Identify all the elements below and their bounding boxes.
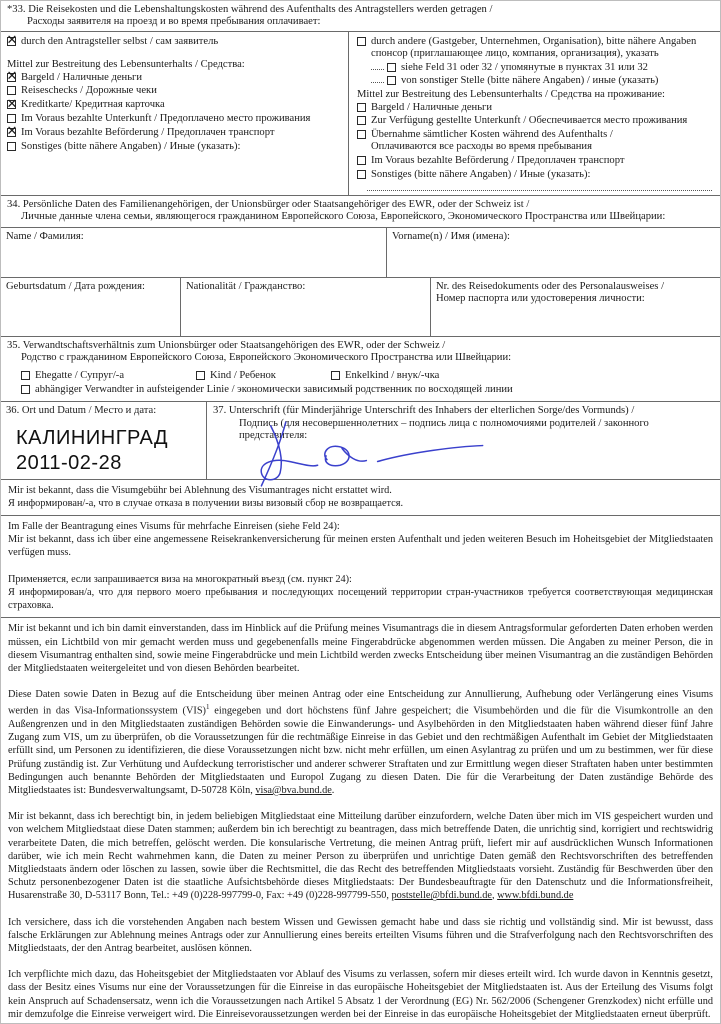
checkbox-spouse[interactable] — [21, 371, 30, 380]
declaration-fee-ru: Я информирован/-а, что в случае отказа в получении визы визовый сбор не возвращается. — [8, 497, 404, 509]
checkbox-mark: ✕ — [6, 96, 18, 112]
firstname-field[interactable] — [387, 228, 720, 277]
declaration-departure: Ich verpflichte mich dazu, das Hoheitsgebiet der Mitgliedstaaten vor Ablauf des Visums zu verlassen, sofern mir dieses erteilt wird. Ich wurde davon in Kenntnis gesetzt, dass der Besitz eines Visums nur eine der Voraussetzungen für die Einreise in das europäische Hoheitsgebiet der Mitgliedstaaten ist. Aus der Erteilung des Visums folgt kein Anspruch auf Schadensersatz, wenn ich die Voraussetzungen nach Artikel 5 Absatz 1 der Verordnung (EG) Nr. 562/2006 (Schengener Grenzkodex) nicht erfülle und mir demzufolge die Einreise verweigert wird. Die Einreisevoraussetzungen werden bei der Einreise in das europäische Hoheitsgebiet der Mitgliedstaaten erneut überprüft. — [8, 969, 713, 1020]
checkbox-mark: ✕ — [6, 69, 18, 85]
checkbox-row-other-right — [357, 169, 714, 181]
checkbox-row-grandchild — [331, 370, 439, 382]
checkbox-by-others[interactable] — [357, 37, 366, 46]
place-date-label: 36. Ort und Datum / Место и дата: — [6, 405, 157, 417]
section-34-family-member-data — [1, 196, 720, 338]
section-33-travel-costs — [1, 1, 720, 196]
checkbox-prepaid-transport-sponsor[interactable] — [357, 156, 366, 165]
name-field[interactable] — [1, 228, 387, 277]
declaration-data-rights — [8, 810, 713, 902]
checkbox-row-prepaid-transport — [6, 124, 344, 140]
checkbox-prepaid-transport[interactable] — [6, 124, 18, 140]
nationality-label: Nationalität / Гражданство: — [186, 281, 306, 293]
section-34-row-details — [1, 278, 720, 336]
section-33-left-column — [1, 32, 349, 195]
section-36-37-row — [1, 402, 720, 479]
checkbox-travellers-cheques[interactable] — [7, 86, 16, 95]
checkbox-label: abhängiger Verwandter in aufsteigender Linie / экономически зависимый родственник по восходящей линии — [35, 383, 513, 395]
by-others-label-de: durch andere (Gastgeber, Unternehmen, Organisation), bitte nähere Angaben — [371, 35, 697, 47]
checkbox-label: durch den Antragsteller selbst / сам заявитель — [21, 35, 219, 47]
checkbox-row-other-left — [7, 141, 344, 153]
signature-label-ru: Подпись (для несовершеннолетних – подпись лица с полномочиями родителей / законного представителя: — [239, 417, 649, 441]
section-33-title-ru: Расходы заявителя на проезд и во время пребывания оплачивает: — [27, 16, 321, 28]
insurance-body-ru: Я информирован/а, что для первого моего пребывания и последующих посещений территории стран-участников требуется соответствующая медицинская страховка. — [8, 586, 713, 612]
checkbox-mark: ✕ — [6, 124, 18, 140]
section-33-title-de: *33. Die Reisekosten und die Lebenshaltungskosten während des Aufenthalts des Antragstellers werden getragen / — [7, 4, 493, 15]
section-37-signature — [207, 402, 720, 478]
checkbox-row-self — [6, 33, 344, 49]
signature-strokes — [237, 420, 537, 488]
name-label: Name / Фамилия: — [6, 231, 84, 243]
all-expenses-label-ru: Оплачиваются все расходы во время пребывания — [371, 141, 592, 153]
checkbox-label — [371, 36, 696, 61]
section-34-row-name — [1, 228, 720, 278]
checkbox-label: Kind / Ребенок — [210, 369, 276, 381]
declaration-insurance-ru — [8, 573, 713, 613]
checkbox-row-see-field-31-32 — [357, 62, 714, 74]
checkbox-row-travellers-cheques — [7, 85, 344, 97]
checkbox-label: Reiseschecks / Дорожные чеки — [21, 85, 157, 97]
declaration-truthfulness: Ich versichere, dass ich die vorstehenden Angaben nach bestem Wissen und Gewissen gemacht habe und dass sie richtig und vollständig sind. Mir ist bewusst, dass falsche Erklärungen zur Ablehnung meines Antrags oder zur Annullierung eines bereits erteilten Visums führen und die Strafverfolgung nach den Rechtsvorschriften des Mitgliedstaats, der den Antrag bearbeitet, auslösen können. — [8, 916, 713, 954]
document-number-label-de: Nr. des Reisedokuments oder des Personalausweises / — [436, 281, 665, 293]
checkbox-cash[interactable] — [6, 69, 18, 85]
checkbox-cash-sponsor[interactable] — [357, 103, 366, 112]
checkbox-row-prepaid-transport-sponsor — [357, 155, 714, 167]
checkbox-label: Kreditkarte/ Кредитная карточка — [21, 99, 165, 111]
checkbox-row-by-others — [357, 36, 714, 61]
checkbox-label: Im Voraus bezahlte Beförderung / Предоплачен транспорт — [371, 155, 625, 167]
checkbox-other-right[interactable] — [357, 170, 366, 179]
declaration-vis — [8, 688, 713, 797]
section-34-title — [1, 196, 720, 229]
section-33-columns — [1, 32, 720, 195]
bfdi-website-link[interactable]: www.bfdi.bund.de — [497, 890, 574, 902]
checkbox-label: von sonstiger Stelle (bitte nähere Angaben) / иные (указать) — [401, 75, 659, 87]
visa-email-link[interactable]: visa@bva.bund.de — [255, 784, 332, 796]
insurance-body-de: Mir ist bekannt, dass ich über eine angemessene Reisekrankenversicherung für meinen ersten Aufenthalt und jeden weiteren Besuch im Hoheitsgebiet der Mitgliedstaaten verfügen muss. — [8, 534, 713, 559]
place-date-value — [6, 426, 201, 476]
birthdate-label: Geburtsdatum / Дата рождения: — [6, 281, 145, 293]
checkbox-row-credit-card — [6, 96, 344, 112]
checkbox-label: Zur Verfügung gestellte Unterkunft / Обеспечивается место проживания — [371, 115, 688, 127]
dotted-fill-line — [367, 183, 712, 191]
checkbox-row-dependent-ascendant — [7, 384, 714, 396]
link-separator: , — [491, 890, 498, 902]
checkbox-row-spouse — [21, 370, 196, 382]
checkbox-row-prepaid-accommodation — [7, 113, 344, 125]
checkbox-label — [371, 129, 613, 154]
declaration-insurance — [1, 516, 720, 618]
checkbox-credit-card[interactable] — [6, 96, 18, 112]
vis-text-a: Diese Daten sowie Daten in Bezug auf die Entscheidung über meinen Antrag oder eine Entscheidung zur Annullierung, Aufhebung oder Verlängerung eines Visums werden in das Visa-Informationssystem (VIS) — [8, 689, 713, 717]
checkbox-label: Im Voraus bezahlte Unterkunft / Предоплачено место проживания — [21, 113, 311, 125]
checkbox-prepaid-accommodation[interactable] — [7, 114, 16, 123]
declaration-data-collection: Mir ist bekannt und ich bin damit einverstanden, dass im Hinblick auf die Prüfung meines Visumantrags die in diesem Antragsformular geforderten Daten erhoben werden müssen, ein Lichtbild von mir gemacht werden muss und gegebenenfalls meine Fingerabdrücke abgenommen werden müssen. Die Angaben zu meiner Person, die in diesem Visumantrag enthalten sind, sowie meine Fingerabdrücke und mein Lichtbild werden zwecks Entscheidung über meinen Visumantrag an die zuständigen Behörden der Mitgliedstaaten weitergeleitet und von diesen Behörden bearbeitet. — [8, 623, 713, 674]
checkbox-label: Sonstiges (bitte nähere Angaben) / Иные (указать): — [371, 169, 591, 181]
declaration-insurance-de — [8, 520, 713, 560]
date-value: 2011-02-28 — [16, 451, 122, 474]
checkbox-row-cash — [6, 69, 344, 85]
declaration-fee-de: Mir ist bekannt, dass die Visumgebühr bei Ablehnung des Visumantrages nicht erstattet wird. — [8, 484, 392, 496]
section-34-title-de: 34. Persönliche Daten des Familienangehörigen, der Unionsbürger oder Staatsangehöriger des EWR, oder der Schweiz ist / — [7, 198, 530, 210]
checkbox-row-other-source — [357, 75, 714, 87]
place-value: КАЛИНИНГРАД — [16, 426, 169, 449]
checkbox-label: Bargeld / Наличные деньги — [371, 101, 493, 113]
checkbox-child[interactable] — [196, 371, 205, 380]
checkbox-label: siehe Feld 31 oder 32 / упомянутые в пунктах 31 или 32 — [401, 61, 648, 73]
declaration-data-processing — [1, 618, 720, 1024]
birthdate-field[interactable] — [1, 278, 181, 336]
footnote-marker: 1 — [205, 703, 210, 712]
checkbox-label: Sonstiges (bitte nähere Angaben) / Иные (указать): — [21, 140, 241, 152]
insurance-head-de: Im Falle der Beantragung eines Visums für mehrfache Einreisen (siehe Feld 24): — [8, 521, 340, 533]
section-35-title-de: 35. Verwandtschaftsverhältnis zum Unionsbürger oder Staatsangehörigen des EWR, oder der Schweiz / — [7, 340, 446, 352]
checkbox-row-child — [196, 370, 331, 382]
rights-text: Mir ist bekannt, dass ich berechtigt bin, in jedem beliebigen Mitgliedstaat eine Mitteilung darüber einzufordern, welche Daten über mich im VIS gespeichert wurden und von welchem Mitgliedstaat diese Daten stammen; außerdem bin ich berechtigt zu beantragen, dass mich betreffende Daten, die unrichtig sind, korrigiert und rechtswidrig verarbeitete Daten, die mich betreffen, gelöscht werden. Die konsularische Vertretung, die meinen Antrag prüft, liefert mir auf ausdrücklichen Wunsch Informationen darüber, wie ich mein Recht wahrnehmen kann, die Daten zu meiner Person zu überprüfen und unrichtige Daten gemäß den Rechtsvorschriften des betreffenden Mitgliedstaats ändern oder löschen zu lassen, sowie über die Rechtsmittel, die das Recht des betreffenden Mitgliedstaats vorsieht. Zuständig für Beschwerden über den Schutz personenbezogener Daten ist die staatliche Aufsichtsbehörde dieses Mitgliedstaats: Der Bundesbeauftragte für den Datenschutz und die Informationsfreiheit, Husarenstraße 30, D-53117 Bonn, Tel.: +49 (0)228-997799-0, Fax: +49 (0)228-997799-550, — [8, 811, 713, 902]
checkbox-row-all-expenses-covered — [357, 129, 714, 154]
section-35-title-ru: Родство с гражданином Европейского Союза, Европейского Экономического Пространства или Швейцарии: — [21, 352, 512, 364]
vis-text-c: . — [331, 784, 335, 796]
declarations — [1, 480, 720, 1024]
checkbox-label: Im Voraus bezahlte Beförderung / Предоплачен транспорт — [21, 126, 275, 138]
checkbox-grandchild[interactable] — [331, 371, 340, 380]
checkbox-label: Enkelkind / внук/-чка — [345, 369, 440, 381]
section-33-title — [1, 1, 720, 32]
checkbox-label: Bargeld / Наличные деньги — [21, 71, 143, 83]
section-35-relationship — [1, 337, 720, 402]
section-34-title-ru: Личные данные члена семьи, являющегося гражданином Европейского Союза, Европейского, Экономического Пространства или Швейцарии: — [21, 210, 666, 222]
checkbox-accommodation-provided[interactable] — [357, 116, 366, 125]
document-number-label-ru: Номер паспорта или удостоверения личности: — [436, 293, 645, 305]
checkbox-row-accommodation-provided — [357, 115, 714, 127]
handwritten-signature — [237, 420, 537, 492]
checkbox-dependent-ascendant[interactable] — [21, 385, 30, 394]
relationship-options — [7, 370, 714, 384]
checkbox-other-left[interactable] — [7, 142, 16, 151]
firstname-label: Vorname(n) / Имя (имена): — [392, 231, 510, 243]
document-number-field[interactable] — [431, 278, 720, 336]
checkbox-row-cash-sponsor — [357, 102, 714, 114]
all-expenses-label-de: Übernahme sämtlicher Kosten während des Aufenthalts / — [371, 129, 613, 141]
checkbox-all-expenses-covered[interactable] — [357, 130, 366, 139]
dotted-leader — [371, 62, 384, 70]
vis-text-b: eingegeben und dort höchstens fünf Jahre gespeichert; die Visumbehörden und die für die Visumkontrolle an den Außengrenzen und in den Mitgliedstaaten zuständigen Behörden sowie die Einwanderungs- und Asylbehörden in den Mitgliedstaaten haben während dieser fünf Jahre Zugang zum VIS, um zu überprüfen, ob die Voraussetzungen für die rechtmäßige Einreise in das Gebiet und den rechtmäßigen Aufenthalt im Gebiet der Mitgliedstaaten erfüllt sind, um Personen zu identifizieren, die diese Voraussetzungen nicht bzw. nicht mehr erfüllen, um einen Asylantrag zu prüfen und um zu bestimmen, wer für diese Prüfung zuständig ist. Zur Verhütung und Aufdeckung terroristischer und anderer schwerer Straftaten und zur Ermittlung wegen dieser Straftaten haben unter bestimmten Bedingungen auch benannte Behörden der Mitgliedstaaten und Europol Zugang zu diesen Daten. Die für die Verarbeitung der Daten zuständige Behörde des Mitgliedstaates ist: Bundesverwaltungsamt, D-50728 Köln, — [8, 705, 713, 796]
checkbox-see-field-31-32[interactable] — [387, 63, 396, 72]
nationality-field[interactable] — [181, 278, 431, 336]
by-others-label-ru: спонсор (приглашающее лицо, компания, организация), указать — [371, 47, 659, 59]
insurance-head-ru: Применяется, если запрашивается виза на многократный въезд (см. пункт 24): — [8, 573, 352, 585]
means-header-left: Mittel zur Bestreitung des Lebensunterhalts / Средства: — [7, 59, 245, 71]
checkbox-mark: ✕ — [6, 33, 18, 49]
section-33-right-column — [349, 32, 720, 195]
checkbox-label: Ehegatte / Супруг/-а — [35, 369, 125, 381]
means-header-right: Mittel zur Bestreitung des Lebensunterhalts / Средства на проживание: — [357, 89, 665, 101]
checkbox-other-source[interactable] — [387, 76, 396, 85]
section-36-place-date — [1, 402, 207, 478]
checkbox-self[interactable] — [6, 33, 18, 49]
dotted-leader — [371, 75, 384, 83]
signature-label-de: 37. Unterschrift (für Minderjährige Unterschrift des Inhabers der elterlichen Sorge/des Vormunds) / — [213, 405, 635, 417]
bfdi-email-link[interactable]: poststelle@bfdi.bund.de — [391, 890, 492, 902]
